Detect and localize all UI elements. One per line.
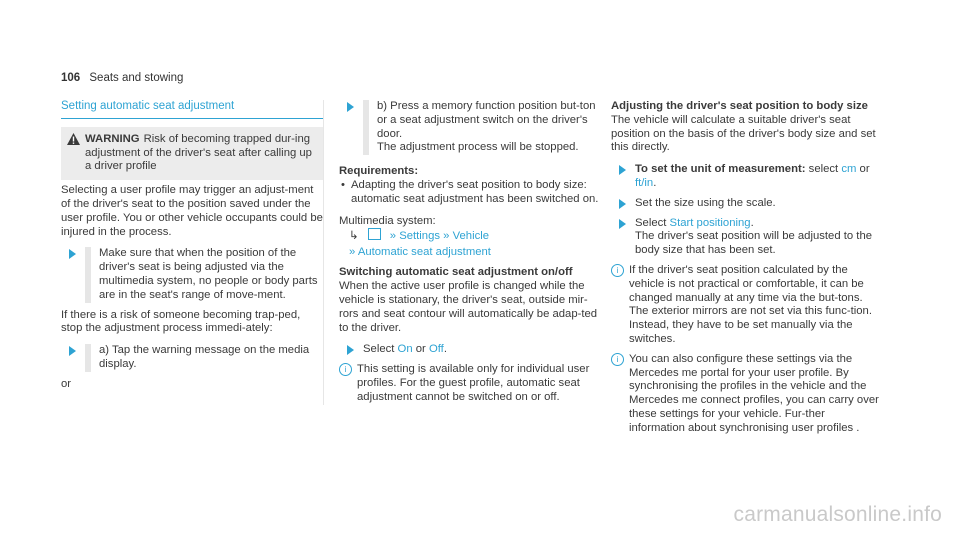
warning-box	[61, 127, 323, 180]
step-text-line: b) Press a memory function position but-ton or a seat adjustment switch on the driver's door.	[377, 100, 596, 140]
warning-label: WARNING	[85, 132, 140, 145]
path-separator-icon: »	[349, 246, 356, 259]
warning-icon	[67, 133, 80, 145]
step-text: a) Tap the warning message on the media display.	[85, 344, 323, 372]
paragraph: The vehicle will calculate a suitable driver's seat position on the basis of the driver's body size and set this directly.	[611, 113, 876, 154]
path-separator-icon: »	[389, 230, 397, 243]
step-arrow-icon	[619, 165, 626, 175]
period: .	[443, 343, 447, 356]
cm-option: cm	[841, 163, 857, 176]
path-vehicle: Vehicle	[452, 230, 490, 243]
bullet-icon: •	[341, 178, 345, 191]
step-arrow-icon	[347, 345, 354, 355]
subsection-title: Adjusting the driver's seat position to body size	[611, 100, 868, 112]
requirement-item	[339, 179, 601, 207]
paragraph: or	[61, 377, 72, 390]
step-text-line: The adjustment process will be stopped.	[377, 141, 579, 154]
step-text: Select	[363, 343, 395, 356]
column-2	[339, 100, 601, 411]
subsection-title: Switching automatic seat adjustment on/off	[339, 266, 573, 279]
step-item	[611, 197, 881, 211]
period: .	[750, 216, 754, 229]
path-separator-icon: »	[443, 230, 450, 243]
path-settings: Settings	[399, 230, 441, 243]
note-text: The exterior mirrors are not set via this func-tion. Instead, they have to be set manually via the switches.	[629, 305, 872, 345]
menu-path	[339, 228, 601, 260]
multimedia-label: Multimedia system:	[339, 214, 436, 227]
step-arrow-icon	[347, 102, 354, 112]
step-item	[611, 163, 881, 191]
note-text: This setting is available only for individual user profiles. For the guest profile, automatic seat adjustment cannot be switched on or off.	[357, 363, 590, 403]
path-arrow-icon: ↳	[349, 230, 359, 243]
step-description: The driver's seat position will be adjusted to the body size that has been set.	[635, 230, 873, 257]
column-divider	[323, 100, 324, 405]
note-item	[611, 264, 881, 347]
step-label: To set the unit of measurement:	[635, 163, 806, 176]
step-arrow-icon	[619, 199, 626, 209]
home-icon	[368, 228, 381, 240]
column-1	[61, 100, 323, 400]
page-number: 106	[61, 72, 81, 84]
step-item	[339, 100, 601, 155]
step-arrow-icon	[69, 346, 76, 356]
requirements-title: Requirements:	[339, 165, 419, 178]
requirement-text: Adapting the driver's seat position to body size: automatic seat adjustment has been switched on.	[351, 178, 599, 205]
step-arrow-icon	[69, 249, 76, 259]
step-text: Select	[635, 216, 667, 229]
info-icon: i	[611, 264, 624, 277]
step-item	[611, 217, 881, 258]
step-item	[61, 344, 323, 372]
step-item	[61, 247, 323, 302]
section-title: Setting automatic seat adjustment	[61, 100, 323, 119]
start-positioning-option: Start positioning	[669, 216, 751, 229]
info-icon: i	[611, 353, 624, 366]
note-text: You can also configure these settings via the Mercedes me portal for your user profile. By synchronising the profiles in the vehicle and the Mercedes me connect profiles, you can carry over these settings for your vehicle. Fur-ther information about synchronising user profiles .	[629, 352, 879, 434]
note-item	[611, 353, 881, 436]
chapter-title: Seats and stowing	[89, 72, 184, 84]
step-text	[363, 100, 601, 155]
page-header	[61, 72, 183, 84]
off-option: Off	[428, 343, 444, 356]
column-3	[611, 100, 881, 442]
watermark: carmanualsonline.info	[733, 503, 942, 526]
period: .	[653, 176, 657, 189]
on-option: On	[397, 343, 413, 356]
step-text: Make sure that when the position of the driver's seat is being adjusted via the multimedia system, no people or body parts are in the seat's range of move-ment.	[85, 247, 323, 302]
step-text: select	[808, 163, 839, 176]
step-item	[339, 343, 601, 357]
step-text: Set the size using the scale.	[635, 196, 776, 209]
paragraph: If there is a risk of someone becoming trap-ped, stop the adjustment process immedi-ately:	[61, 308, 301, 335]
or-word: or	[415, 343, 426, 356]
warning-text: Risk of becoming trapped dur-ing adjustment of the driver's seat after calling up a driver profile	[85, 132, 312, 173]
paragraph: Selecting a user profile may trigger an adjust-ment of the driver's seat to the position saved under the user profile. You or other vehicle occupants could be injured in the process.	[61, 184, 323, 238]
or-word: or	[859, 163, 870, 176]
ftin-option: ft/in	[635, 176, 654, 189]
info-icon: i	[339, 363, 352, 376]
paragraph: When the active user profile is changed while the vehicle is stationary, the driver's seat, outside mir-rors and seat contour will automatically be adap-ted to the driver.	[339, 280, 598, 334]
note-text: If the driver's seat position calculated by the vehicle is not practical or comfortable, it can be changed manually at any time via the but-tons.	[629, 263, 864, 304]
note-item	[339, 363, 601, 404]
path-automatic-seat-adjustment: Automatic seat adjustment	[357, 246, 491, 259]
step-arrow-icon	[619, 219, 626, 229]
